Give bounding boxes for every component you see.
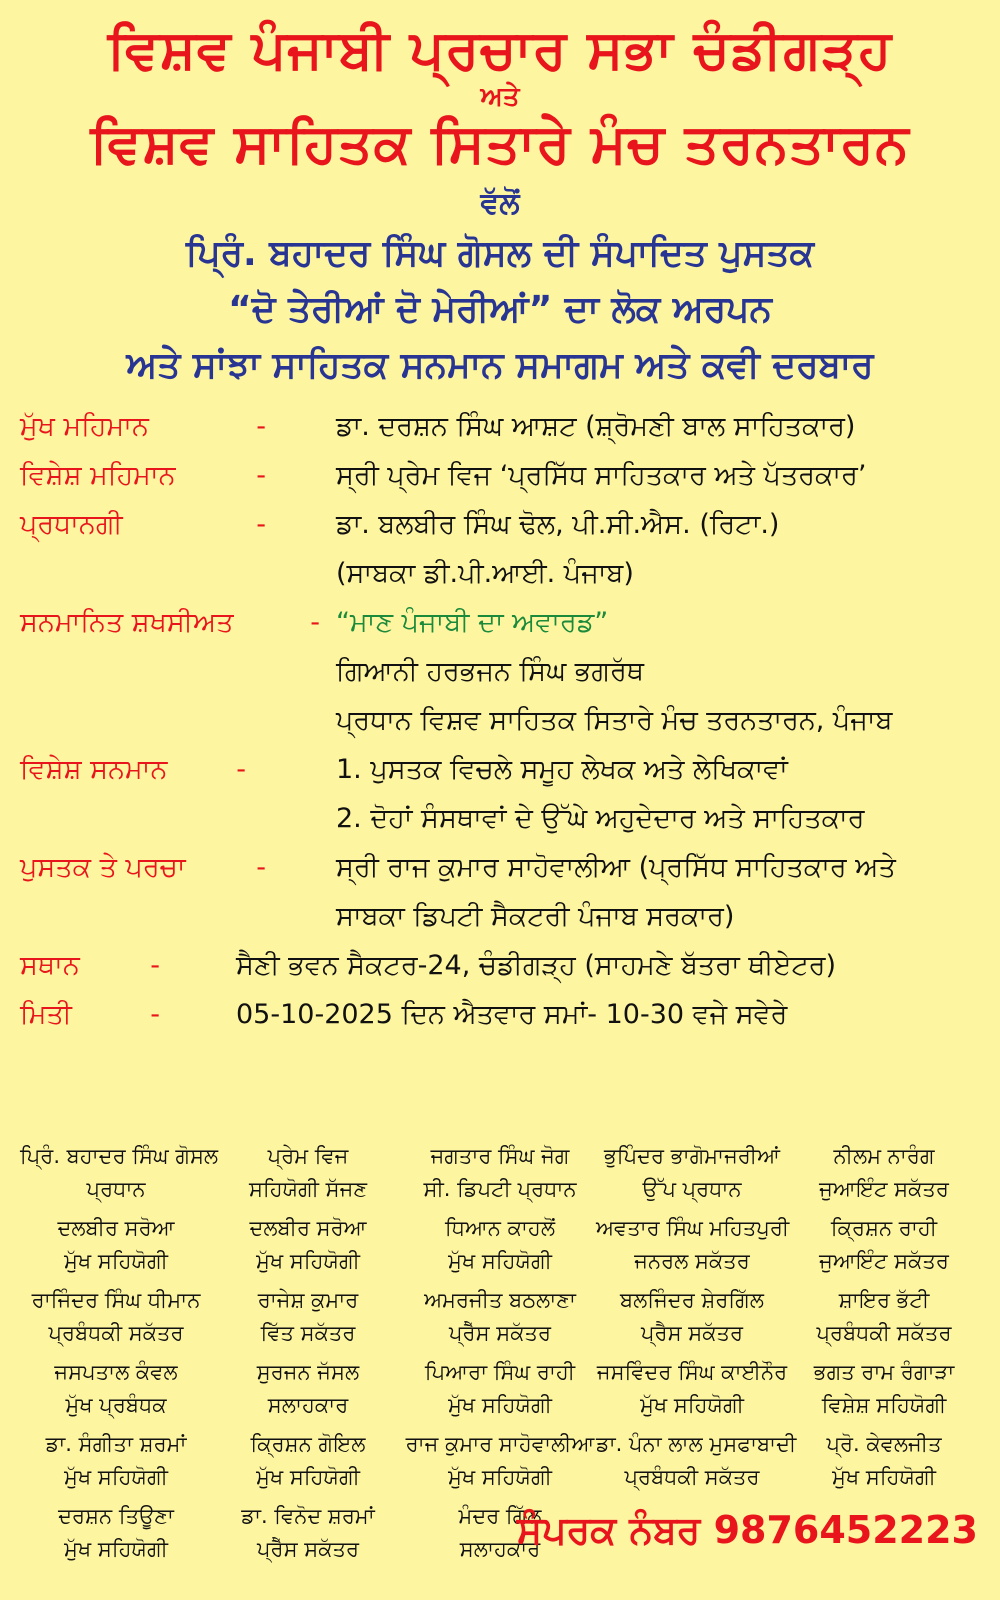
chief-guest-label: ਮੁੱਖ ਮਹਿਮਾਨ — [20, 411, 149, 442]
member — [596, 1212, 788, 1278]
member-role: ਪ੍ਰੈੱਸ ਸਕੱਤਰ — [257, 1537, 359, 1561]
member-role: ਮੁੱਖ ਸਹਿਯੋਗੀ — [448, 1465, 552, 1489]
member-name: ਕ੍ਰਿਸ਼ਨ ਰਾਹੀ — [830, 1216, 938, 1240]
book-line: ਪ੍ਰਿੰ. ਬਹਾਦਰ ਸਿੰਘ ਗੋਸਲ ਦੀ ਸੰਪਾਦਿਤ ਪੁਸਤਕ — [185, 233, 815, 274]
member-name: ਰਾਜਿੰਦਰ ਸਿੰਘ ਧੀਮਾਨ — [31, 1288, 201, 1312]
venue-label: ਸਥਾਨ — [20, 950, 80, 981]
member-role: ਪ੍ਰਬੰਧਕੀ ਸਕੱਤਰ — [624, 1465, 760, 1489]
presidency-row — [20, 500, 980, 549]
member-role: ਮੁੱਖ ਸਹਿਯੋਗੀ — [64, 1249, 168, 1273]
event-details — [20, 402, 980, 1039]
presidency-label: ਪ੍ਰਧਾਨਗੀ — [20, 509, 123, 540]
member-role: ਮੁੱਖ ਸਹਿਯੋਗੀ — [256, 1465, 360, 1489]
member — [20, 1428, 212, 1494]
member-name: ਪ੍ਰੇਮ ਵਿਜ — [267, 1144, 349, 1168]
honoured-title: ਪ੍ਰਧਾਨ ਵਿਸ਼ਵ ਸਾਹਿਤਕ ਸਿਤਾਰੇ ਮੰਚ ਤਰਨਤਾਰਨ, ਪੰਜਾਬ — [336, 705, 893, 736]
member-role: ਉੱਪ ਪ੍ਰਧਾਨ — [642, 1177, 742, 1201]
member — [788, 1284, 980, 1350]
member — [404, 1140, 596, 1206]
special-honour-item-1: 1. ਪੁਸਤਕ ਵਿਚਲੇ ਸਮੂਹ ਲੇਖਕ ਅਤੇ ਲੇਖਿਕਾਵਾਂ — [336, 754, 788, 785]
member — [788, 1212, 980, 1278]
special-honour-row — [20, 745, 980, 794]
special-guest-row — [20, 451, 980, 500]
member-role: ਮੁੱਖ ਸਹਿਯੋਗੀ — [640, 1393, 744, 1417]
member-role: ਮੁੱਖ ਸਹਿਯੋਗੀ — [448, 1393, 552, 1417]
member-name: ਦਲਬੀਰ ਸਰੋਆ — [249, 1216, 367, 1240]
member — [20, 1356, 212, 1422]
chief-guest-value: ਡਾ. ਦਰਸ਼ਨ ਸਿੰਘ ਆਸ਼ਟ (ਸ਼੍ਰੋਮਣੀ ਬਾਲ ਸਾਹਿਤਕਾਰ) — [336, 411, 856, 442]
member — [788, 1356, 980, 1422]
paper-row-2 — [20, 892, 980, 941]
presidency-row-2 — [20, 549, 980, 598]
chief-guest-row — [20, 402, 980, 451]
member-role: ਪ੍ਰੈੱਸ ਸਕੱਤਰ — [449, 1321, 551, 1345]
special-guest-value: ਸ੍ਰੀ ਪ੍ਰੇਮ ਵਿਜ ‘ਪ੍ਰਸਿੱਧ ਸਾਹਿਤਕਾਰ ਅਤੇ ਪੱਤਰਕਾਰ’ — [336, 460, 867, 491]
date-value: 05-10-2025 ਦਿਨ ਐਤਵਾਰ ਸਮਾਂ- 10-30 ਵਜੇ ਸਵੇਰੇ — [236, 999, 788, 1030]
member-name: ਪ੍ਰੋ. ਕੇਵਲਜੀਤ — [826, 1432, 942, 1456]
member-role: ਪ੍ਰਬੰਧਕੀ ਸਕੱਤਰ — [816, 1321, 952, 1345]
event-line: ਅਤੇ ਸਾਂਝਾ ਸਾਹਿਤਕ ਸਨਮਾਨ ਸਮਾਗਮ ਅਤੇ ਕਵੀ ਦਰਬਾਰ — [126, 345, 874, 386]
member-role: ਸੀ. ਡਿਪਟੀ ਪ੍ਰਧਾਨ — [423, 1177, 577, 1201]
dash: - — [310, 607, 320, 638]
member-name: ਸੁਰਜਨ ਜੱਸਲ — [256, 1360, 360, 1384]
member — [20, 1212, 212, 1278]
member — [212, 1500, 404, 1566]
member-role: ਪ੍ਰਧਾਨ — [86, 1177, 146, 1201]
dash: - — [256, 852, 266, 883]
member — [596, 1356, 788, 1422]
honoured-name-row — [20, 647, 980, 696]
member — [404, 1212, 596, 1278]
special-honour-item-2: 2. ਦੋਹਾਂ ਸੰਸਥਾਵਾਂ ਦੇ ਉੱਘੇ ਅਹੁਦੇਦਾਰ ਅਤੇ ਸਾਹਿਤਕਾਰ — [336, 803, 865, 834]
member — [212, 1356, 404, 1422]
paper-value-2: ਸਾਬਕਾ ਡਿਪਟੀ ਸੈਕਟਰੀ ਪੰਜਾਬ ਸਰਕਾਰ) — [336, 901, 735, 932]
member-name: ਧਿਆਨ ਕਾਹਲੋਂ — [444, 1216, 556, 1240]
member — [212, 1284, 404, 1350]
member — [404, 1428, 596, 1494]
member-name: ਅਵਤਾਰ ਸਿੰਘ ਮਹਿਤਪੁਰੀ — [596, 1216, 790, 1240]
member-role: ਮੁੱਖ ਸਹਿਯੋਗੀ — [448, 1249, 552, 1273]
members-row — [20, 1428, 980, 1494]
presidency-value: ਡਾ. ਬਲਬੀਰ ਸਿੰਘ ਢੋਲ, ਪੀ.ਸੀ.ਐਸ. (ਰਿਟਾ.) — [336, 509, 780, 540]
member-role: ਮੁੱਖ ਸਹਿਯੋਗੀ — [64, 1465, 168, 1489]
member-role: ਜੁਆਇੰਟ ਸਕੱਤਰ — [819, 1177, 949, 1201]
special-honour-label: ਵਿਸ਼ੇਸ਼ ਸਨਮਾਨ — [20, 754, 168, 785]
members-row — [20, 1284, 980, 1350]
special-honour-row-2 — [20, 794, 980, 843]
member — [20, 1140, 219, 1206]
date-row — [20, 990, 980, 1039]
dash: - — [150, 950, 160, 981]
member-name: ਭੁਪਿੰਦਰ ਭਾਗੋਮਾਜਰੀਆਂ — [603, 1144, 781, 1168]
member — [212, 1212, 404, 1278]
member-name: ਜਸਵਿੰਦਰ ਸਿੰਘ ਕਾਈਨੌਰ — [596, 1360, 788, 1384]
member-name: ਰਾਜੇਸ਼ ਕੁਮਾਰ — [257, 1288, 359, 1312]
member — [20, 1284, 212, 1350]
org-title-2: ਵਿਸ਼ਵ ਸਾਹਿਤਕ ਸਿਤਾਰੇ ਮੰਚ ਤਰਨਤਾਰਨ — [90, 112, 910, 175]
member — [596, 1428, 797, 1494]
honoured-name: ਗਿਆਨੀ ਹਰਭਜਨ ਸਿੰਘ ਭਗਰੱਥ — [336, 656, 644, 687]
member-role: ਮੁੱਖ ਸਹਿਯੋਗੀ — [64, 1537, 168, 1561]
paper-row — [20, 843, 980, 892]
member-name: ਦਲਬੀਰ ਸਰੋਆ — [57, 1216, 175, 1240]
member-name: ਭਗਤ ਰਾਮ ਰੰਗਾੜਾ — [813, 1360, 955, 1384]
member-role: ਵਿੱਤ ਸਕੱਤਰ — [260, 1321, 356, 1345]
member-role: ਜੁਆਇੰਟ ਸਕੱਤਰ — [819, 1249, 949, 1273]
members-row — [20, 1356, 980, 1422]
member — [212, 1140, 404, 1206]
member-name: ਡਾ. ਪੰਨਾ ਲਾਲ ਮੁਸਫਾਬਾਦੀ — [596, 1432, 797, 1456]
venue-row — [20, 941, 980, 990]
member-role: ਮੁੱਖ ਸਹਿਯੋਗੀ — [256, 1249, 360, 1273]
honoured-title-row — [20, 696, 980, 745]
dash: - — [236, 754, 246, 785]
member — [788, 1428, 980, 1494]
member — [404, 1284, 596, 1350]
by-line: ਵੱਲੋਂ — [480, 186, 520, 221]
member-role: ਜਨਰਲ ਸਕੱਤਰ — [634, 1249, 750, 1273]
member-role: ਪ੍ਰਬੰਧਕੀ ਸਕੱਤਰ — [48, 1321, 184, 1345]
member-name: ਡਾ. ਸੰਗੀਤਾ ਸ਼ਰਮਾਂ — [45, 1432, 187, 1456]
member-name: ਕ੍ਰਿਸ਼ਨ ਗੋਇਲ — [250, 1432, 366, 1456]
book-title: “ਦੋ ਤੇਰੀਆਂ ਦੋ ਮੇਰੀਆਂ” ਦਾ ਲੋਕ ਅਰਪਨ — [228, 289, 772, 330]
member-name: ਅਮਰਜੀਤ ਬਠਲਾਣਾ — [424, 1288, 576, 1312]
member — [404, 1356, 596, 1422]
special-guest-label: ਵਿਸ਼ੇਸ਼ ਮਹਿਮਾਨ — [20, 460, 176, 491]
org-title-1: ਵਿਸ਼ਵ ਪੰਜਾਬੀ ਪ੍ਰਚਾਰ ਸਭਾ ਚੰਡੀਗੜ੍ਹ — [107, 18, 893, 81]
member-role: ਸਲਾਹਕਾਰ — [267, 1393, 349, 1417]
member-role: ਪ੍ਰੈਸ ਸਕੱਤਰ — [641, 1321, 743, 1345]
member-role: ਮੁੱਖ ਸਹਿਯੋਗੀ — [832, 1465, 936, 1489]
member-name: ਬਲਜਿੰਦਰ ਸ਼ੇਰਗਿੱਲ — [620, 1288, 764, 1312]
honoured-label: ਸਨਮਾਨਿਤ ਸ਼ਖਸੀਅਤ — [20, 607, 234, 638]
member-role: ਮੁੱਖ ਪ੍ਰਬੰਧਕ — [65, 1393, 167, 1417]
member — [596, 1284, 788, 1350]
member-name: ਜਸਪਤਾਲ ਕੰਵਲ — [54, 1360, 178, 1384]
member — [212, 1428, 404, 1494]
member — [20, 1500, 212, 1566]
and-connector: ਅਤੇ — [480, 82, 520, 112]
honoured-row — [20, 598, 980, 647]
member-role: ਵਿਸ਼ੇਸ਼ ਸਹਿਯੋਗੀ — [821, 1393, 947, 1417]
member-name: ਪ੍ਰਿੰ. ਬਹਾਦਰ ਸਿੰਘ ਗੋਸਲ — [20, 1144, 219, 1168]
contact-number: ਸੰਪਰਕ ਨੰਬਰ 9876452223 — [516, 1508, 978, 1552]
presidency-value-2: (ਸਾਬਕਾ ਡੀ.ਪੀ.ਆਈ. ਪੰਜਾਬ) — [336, 558, 634, 589]
member-name: ਦਰਸ਼ਨ ਤਿਊਣਾ — [58, 1504, 174, 1528]
member — [596, 1140, 788, 1206]
member-name: ਪਿਆਰਾ ਸਿੰਘ ਰਾਹੀ — [424, 1360, 576, 1384]
member-name: ਮੰਦਰ ਗਿੱਲ — [458, 1504, 542, 1528]
member-name: ਨੀਲਮ ਨਾਰੰਗ — [833, 1144, 935, 1168]
dash: - — [150, 999, 160, 1030]
member — [788, 1140, 980, 1206]
paper-value: ਸ੍ਰੀ ਰਾਜ ਕੁਮਾਰ ਸਾਹੋਵਾਲੀਆ (ਪ੍ਰਸਿੱਧ ਸਾਹਿਤਕਾਰ ਅਤੇ — [336, 852, 896, 883]
member-name: ਰਾਜ ਕੁਮਾਰ ਸਾਹੋਵਾਲੀਆ — [405, 1432, 595, 1456]
date-label: ਮਿਤੀ — [20, 999, 72, 1030]
award-name: “ਮਾਣ ਪੰਜਾਬੀ ਦਾ ਅਵਾਰਡ” — [336, 607, 609, 638]
dash: - — [256, 411, 266, 442]
member-role: ਸਲਾਹਕਾਰ — [459, 1537, 541, 1561]
members-row — [20, 1212, 980, 1278]
venue-value: ਸੈਣੀ ਭਵਨ ਸੈਕਟਰ-24, ਚੰਡੀਗੜ੍ਹ (ਸਾਹਮਣੇ ਬੱਤਰਾ ਥੀਏਟਰ) — [236, 950, 837, 981]
member-name: ਸ਼ਾਇਰ ਭੱਟੀ — [838, 1288, 930, 1312]
members-row — [20, 1140, 980, 1206]
dash: - — [256, 509, 266, 540]
member-role: ਸਹਿਯੋਗੀ ਸੱਜਣ — [248, 1177, 368, 1201]
paper-label: ਪੁਸਤਕ ਤੇ ਪਰਚਾ — [20, 852, 186, 883]
member-name: ਡਾ. ਵਿਨੋਦ ਸ਼ਰਮਾਂ — [241, 1504, 375, 1528]
dash: - — [256, 460, 266, 491]
member-name: ਜਗਤਾਰ ਸਿੰਘ ਜੋਗ — [430, 1144, 570, 1168]
